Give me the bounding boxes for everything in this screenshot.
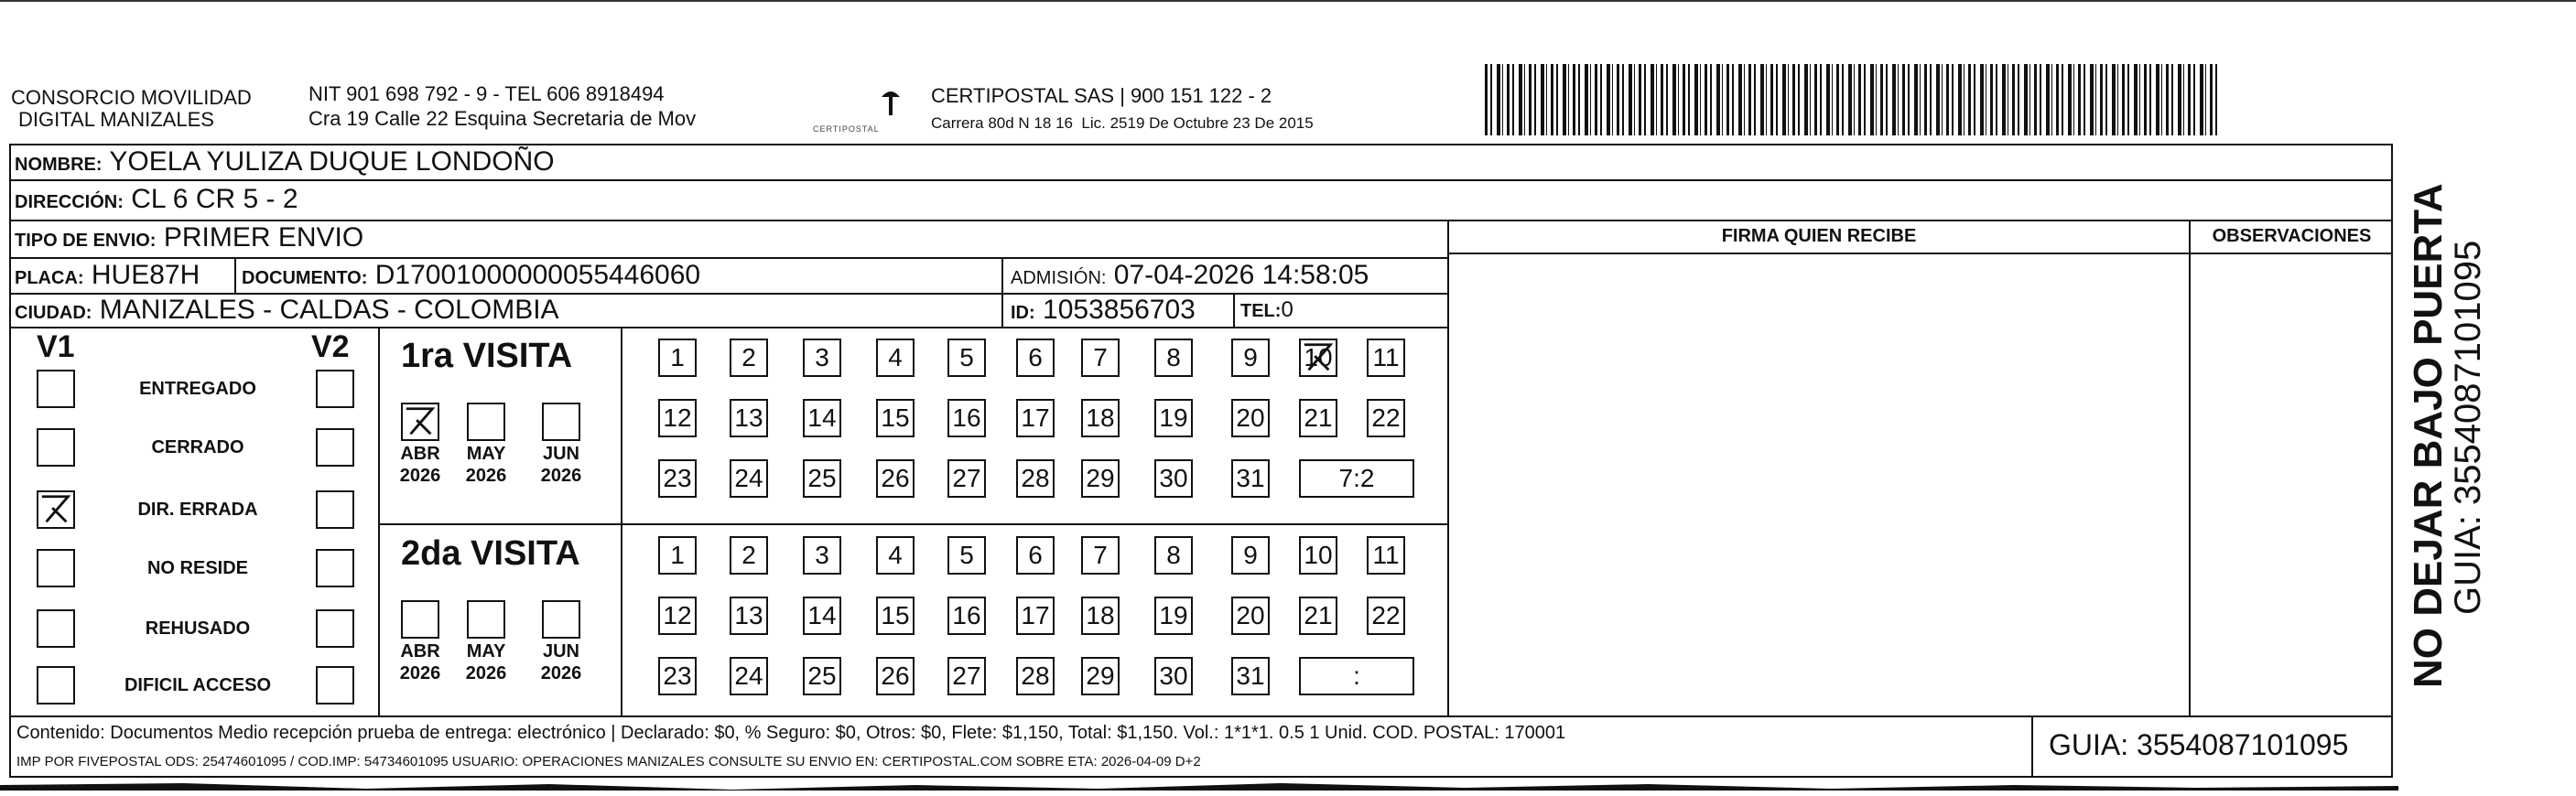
month-name: JUN [542,641,579,662]
day-number: 14 [807,601,837,629]
visit-1-day-box[interactable] [1231,339,1270,377]
company-address: Cra 19 Calle 22 Esquina Secretaria de Mov [308,107,697,130]
visit-1-day-box[interactable] [1016,399,1055,437]
nombre-field [15,146,555,180]
visit-1-day-box[interactable] [876,399,915,437]
day-number: 11 [1372,343,1400,371]
day-number: 11 [1372,541,1400,569]
month-name: JUN [542,444,579,464]
v1-checkbox[interactable] [37,549,75,587]
day-number: 20 [1236,403,1265,432]
day-number: 16 [952,601,981,629]
ciudad-label: CIUDAD: [15,303,92,323]
status-label: DIR. ERRADA [137,500,258,520]
day-number: 8 [1166,343,1181,371]
day-number: 22 [1371,403,1401,432]
day-number: 30 [1159,662,1188,690]
ciudad-field [15,295,559,328]
month-year: 2026 [465,466,507,486]
day-number: 23 [663,662,692,690]
v2-checkbox[interactable] [316,428,354,467]
visit-2-day-box[interactable] [803,657,841,695]
observaciones-header: OBSERVACIONES [2212,226,2372,246]
day-number: 25 [807,662,837,690]
visit-2-month-label [393,640,448,684]
day-number: 14 [807,403,837,432]
torn-edge [0,778,2398,796]
visit-1-day-box[interactable] [947,459,986,498]
visit-1-day-box[interactable] [658,459,697,498]
day-number: 9 [1243,343,1258,371]
day-number: 9 [1243,541,1258,569]
admision-field [1011,260,1369,294]
admision-value: 07-04-2026 14:58:05 [1113,260,1369,290]
visit-2-day-box[interactable] [1154,597,1193,635]
day-number: 5 [959,343,974,371]
month-year: 2026 [399,663,441,683]
check-mark-icon [403,404,438,439]
day-number: 13 [734,601,763,629]
v1-checkbox[interactable] [37,490,75,529]
nombre-label: NOMBRE: [15,155,103,175]
day-number: 19 [1159,403,1188,432]
v1-checkbox[interactable] [37,428,75,467]
visit-1-day-box[interactable] [730,339,768,377]
id-label: ID: [1011,303,1035,323]
status-label: DIFICIL ACCESO [124,675,271,695]
visit-1-day-box[interactable] [1231,459,1270,498]
visit-1-day-box[interactable] [1016,339,1055,377]
firma-header: FIRMA QUIEN RECIBE [1721,226,1917,246]
day-number: 20 [1236,601,1265,629]
visit-1-month-checkbox[interactable] [542,403,580,441]
day-number: 12 [663,403,692,432]
no-dejar-bajo-puerta-text: NO DEJAR BAJO PUERTA [2406,183,2451,688]
day-number: 21 [1304,403,1333,432]
visit-2-day-box[interactable] [947,536,986,575]
nombre-value: YOELA YULIZA DUQUE LONDOÑO [109,146,555,177]
visit-2-day-box[interactable] [1016,536,1055,575]
day-number: 5 [959,541,974,569]
v1-header: V1 [37,329,75,364]
v2-header: V2 [311,329,350,364]
check-mark-icon [38,492,73,527]
day-number: 12 [663,601,692,629]
visit-2-day-box[interactable] [1154,657,1193,695]
direccion-label: DIRECCIÓN: [15,192,124,212]
visit-2-day-box[interactable] [1016,657,1055,695]
visit-2-day-box[interactable] [658,597,697,635]
day-number: 8 [1166,541,1181,569]
month-name: MAY [466,641,506,662]
visit-2-day-box[interactable] [1299,597,1337,635]
v1-checkbox[interactable] [37,666,75,705]
day-number: 15 [881,403,910,432]
v2-checkbox[interactable] [316,549,354,587]
direccion-field [15,184,298,218]
visit-1-title: 1ra VISITA [401,337,573,375]
footer-contenido: Contenido: Documentos Medio recepción prueba de entrega: electrónico | Declarado: $0, % Seguro: $0, Otros: $0, Flete: $1,150, Total: $1,150. Vol.: 1*1*1. 0.5 1 Unid. COD. POSTAL: 170001 [16,723,1566,743]
visit-1-day-box[interactable] [1081,339,1120,377]
visit-1-month-checkbox[interactable] [401,403,439,441]
visit-1-day-box[interactable] [803,459,841,498]
visit-1-day-box[interactable] [1016,459,1055,498]
barcode [1485,64,2217,135]
visit-1-day-box[interactable] [947,399,986,437]
visit-2-month-label [459,640,514,684]
visit-1-day-box[interactable] [730,399,768,437]
certipostal-info: CERTIPOSTAL SAS | 900 151 122 - 2 [931,84,1272,107]
visit-2-month-label [534,640,589,684]
day-number: 1 [670,343,685,371]
certipostal-logo-icon [877,84,904,121]
day-number: 10 [1304,541,1333,569]
documento-value: D17001000000055446060 [374,260,701,290]
visit-2-day-box[interactable] [1231,536,1270,575]
day-number: 13 [734,403,763,432]
day-number: 7 [1093,541,1108,569]
visit-2-day-box[interactable] [1299,536,1337,575]
day-number: 16 [952,403,981,432]
month-year: 2026 [540,466,582,486]
visit-1-day-box[interactable] [658,339,697,377]
company-name-line1: CONSORCIO MOVILIDAD [11,86,252,109]
day-number: 4 [888,541,903,569]
documento-field [242,260,700,294]
day-number: 23 [663,464,692,492]
visit-1-month-label [393,443,448,487]
visit-1-day-box[interactable] [1081,399,1120,437]
visit-2-day-box[interactable] [1231,657,1270,695]
visit-2-day-box[interactable] [730,536,768,575]
tipo-envio-value: PRIMER ENVIO [163,222,364,253]
visit-2-day-box[interactable] [1154,536,1193,575]
placa-field [15,260,200,294]
visit-1-day-box[interactable] [876,459,915,498]
day-number: 24 [734,464,763,492]
status-label: REHUSADO [145,619,251,639]
visit-2-day-box[interactable] [1081,657,1120,695]
visit-1-day-box[interactable] [1367,339,1405,377]
visit-1-day-box[interactable] [1154,399,1193,437]
v1-checkbox[interactable] [37,370,75,408]
visit-2-day-box[interactable] [876,536,915,575]
visit-1-day-box[interactable] [1367,399,1405,437]
day-number: 19 [1159,601,1188,629]
ciudad-value: MANIZALES - CALDAS - COLOMBIA [99,295,559,325]
day-number: 3 [815,343,829,371]
admision-label: ADMISIÓN: [1011,268,1107,288]
v2-checkbox[interactable] [316,490,354,529]
visit-2-day-box[interactable] [1081,536,1120,575]
visit-1-day-box[interactable] [803,399,841,437]
day-number: 4 [888,343,903,371]
day-number: 31 [1236,662,1265,690]
visit-2-day-box[interactable] [947,597,986,635]
top-border-line [0,0,2576,2]
day-number: 10 [1304,343,1333,371]
certipostal-logo-text: CERTIPOSTAL [813,124,880,134]
visit-2-time-box[interactable]: : [1299,657,1414,695]
v2-checkbox[interactable] [316,609,354,648]
check-mark-icon [1301,340,1336,375]
side-guia-number: GUIA: 3554087101095 [2448,240,2488,615]
visit-2-month-checkbox[interactable] [467,600,505,639]
day-number: 27 [952,464,981,492]
month-name: ABR [400,641,440,662]
day-number: 6 [1028,541,1043,569]
month-name: ABR [400,444,440,464]
month-year: 2026 [399,466,441,486]
visit-2-day-box[interactable] [658,536,697,575]
visit-1-day-box[interactable] [1299,339,1337,377]
month-year: 2026 [465,663,507,683]
id-value: 1053856703 [1043,295,1196,325]
placa-value: HUE87H [91,260,200,290]
visit-2-day-box[interactable] [876,657,915,695]
placa-label: PLACA: [15,268,84,288]
day-number: 18 [1086,601,1115,629]
id-field [1011,295,1196,328]
day-number: 17 [1021,601,1050,629]
visit-2-day-box[interactable] [1231,597,1270,635]
visit-2-day-box[interactable] [803,536,841,575]
day-number: 29 [1086,662,1115,690]
v2-checkbox[interactable] [316,666,354,705]
visit-1-day-box[interactable] [1231,399,1270,437]
day-number: 26 [881,464,910,492]
day-number: 18 [1086,403,1115,432]
visit-1-day-box[interactable] [803,339,841,377]
tel-label: TEL: [1240,301,1282,321]
visit-2-month-checkbox[interactable] [401,600,439,639]
visit-2-day-box[interactable] [730,657,768,695]
v2-checkbox[interactable] [316,370,354,408]
day-number: 6 [1028,343,1043,371]
day-number: 3 [815,541,829,569]
v1-checkbox[interactable] [37,609,75,648]
direccion-value: CL 6 CR 5 - 2 [131,184,298,214]
tipo-envio-label: TIPO DE ENVIO: [15,231,157,251]
visit-2-day-box[interactable] [947,657,986,695]
visit-1-day-box[interactable] [876,339,915,377]
month-year: 2026 [540,663,582,683]
visit-1-day-box[interactable] [1154,459,1193,498]
company-name-line2: DIGITAL MANIZALES [18,108,214,131]
visit-2-day-box[interactable] [1367,536,1405,575]
visit-2-title: 2da VISITA [401,534,580,573]
day-number: 21 [1304,601,1333,629]
day-number: 28 [1021,464,1050,492]
footer-imp-info: IMP POR FIVEPOSTAL ODS: 25474601095 / COD.IMP: 54734601095 USUARIO: OPERACIONES MANIZALES CONSULTE SU ENVIO EN: CERTIPOSTAL.COM SOBRE ETA: 2026-04-09 D+2 [16,754,1201,769]
day-number: 26 [881,662,910,690]
visit-1-day-box[interactable] [1154,339,1193,377]
day-number: 24 [734,662,763,690]
visit-1-day-box[interactable] [658,399,697,437]
visit-1-month-label [534,443,589,487]
visit-2-day-box[interactable] [658,657,697,695]
visit-2-day-box[interactable] [1081,597,1120,635]
day-number: 30 [1159,464,1188,492]
visit-2-day-box[interactable] [876,597,915,635]
day-number: 29 [1086,464,1115,492]
day-number: 27 [952,662,981,690]
day-number: 2 [741,343,756,371]
visit-1-day-box[interactable] [730,459,768,498]
certipostal-address: Carrera 80d N 18 16 Lic. 2519 De Octubre 23 De 2015 [931,114,1314,132]
company-nit: NIT 901 698 792 - 9 - TEL 606 8918494 [308,82,665,105]
visit-1-month-label [459,443,514,487]
visit-2-day-box[interactable] [803,597,841,635]
visit-2-month-checkbox[interactable] [542,600,580,639]
visit-1-day-box[interactable] [947,339,986,377]
day-number: 2 [741,541,756,569]
visit-1-day-box[interactable] [1299,399,1337,437]
documento-label: DOCUMENTO: [242,268,368,288]
day-number: 7 [1093,343,1108,371]
visit-1-month-checkbox[interactable] [467,403,505,441]
day-number: 31 [1236,464,1265,492]
visit-1-time-box[interactable]: 7:2 [1299,459,1414,498]
visit-2-day-box[interactable] [1016,597,1055,635]
month-name: MAY [466,444,506,464]
visit-1-day-box[interactable] [1081,459,1120,498]
footer-guia: GUIA: 3554087101095 [2049,728,2349,761]
day-number: 25 [807,464,837,492]
day-number: 22 [1371,601,1401,629]
status-label: ENTREGADO [139,379,256,399]
status-label: CERRADO [151,437,244,457]
tel-field [1240,295,1293,327]
day-number: 28 [1021,662,1050,690]
tel-value: 0 [1281,297,1293,322]
visit-2-day-box[interactable] [1367,597,1405,635]
status-label: NO RESIDE [146,558,249,578]
day-number: 1 [670,541,685,569]
tipo-envio-field [15,222,363,256]
day-number: 17 [1021,403,1050,432]
visit-2-day-box[interactable] [730,597,768,635]
day-number: 15 [881,601,910,629]
